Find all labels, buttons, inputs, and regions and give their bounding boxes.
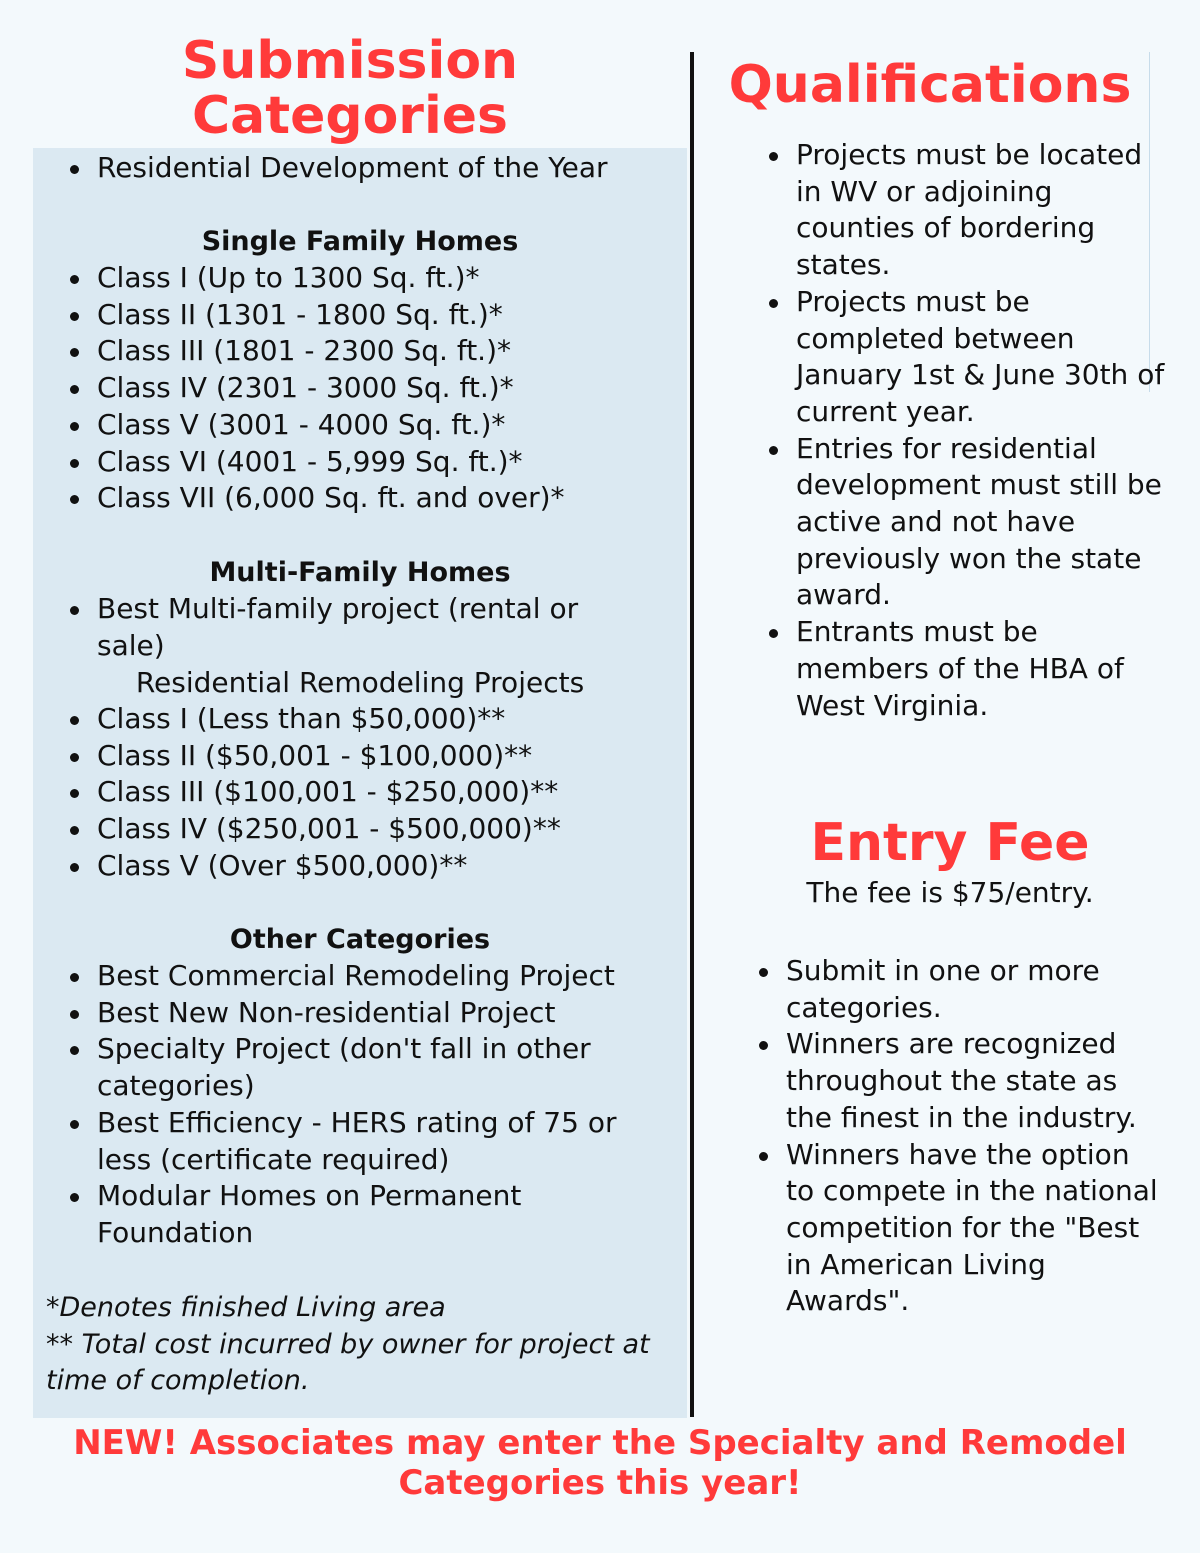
list-item: Class II ($50,001 - $100,000)** (97, 738, 677, 775)
list-item: Class V (3001 - 4000 Sq. ft.)* (97, 407, 677, 444)
entry-fee-list (786, 953, 1166, 1320)
multi-family-heading: Multi-Family Homes (209, 557, 511, 588)
list-item: Winners are recognized throughout the state as the finest in the industry. (786, 1026, 1166, 1136)
first-category-list (97, 150, 677, 187)
list-item: Entrants must be members of the HBA of West Virginia. (796, 614, 1166, 724)
single-family-list (97, 260, 677, 517)
entry-fee-title: Entry Fee (810, 813, 1090, 873)
list-item: Entries for residential development must still be active and not have previously won the state award. (796, 431, 1166, 615)
list-item: Class II (1301 - 1800 Sq. ft.)* (97, 297, 677, 334)
remodeling-heading: Residential Remodeling Projects (135, 666, 585, 699)
entry-fee-text: The fee is $75/entry. (806, 876, 1094, 909)
list-item: Best Efficiency - HERS rating of 75 or less (certificate required) (97, 1105, 667, 1178)
list-item: Best New Non-residential Project (97, 995, 667, 1032)
list-item: Projects must be located in WV or adjoining counties of bordering states. (796, 137, 1166, 284)
list-item: Modular Homes on Permanent Foundation (97, 1178, 667, 1251)
list-item: Class III ($100,001 - $250,000)** (97, 774, 677, 811)
other-categories-list (97, 958, 667, 1252)
list-item: Best Commercial Remodeling Project (97, 958, 667, 995)
new-associates-banner: NEW! Associates may enter the Specialty and Remodel Categories this year! (73, 1423, 1127, 1503)
list-item: Projects must be completed between January 1st & June 30th of current year. (796, 284, 1166, 431)
qualifications-list (796, 137, 1166, 724)
submission-categories-title: Submission Categories (181, 31, 519, 146)
list-item: Class IV (2301 - 3000 Sq. ft.)* (97, 370, 677, 407)
qualifications-title: Qualifications (728, 55, 1132, 115)
other-categories-heading: Other Categories (229, 924, 491, 955)
single-family-heading: Single Family Homes (201, 226, 519, 257)
list-item: Class IV ($250,001 - $500,000)** (97, 811, 677, 848)
footnote-total-cost: ** Total cost incurred by owner for project at time of completion. (46, 1328, 650, 1397)
list-item: Class I (Up to 1300 Sq. ft.)* (97, 260, 677, 297)
remodeling-list (97, 701, 677, 885)
column-divider (690, 52, 694, 1417)
list-item: Winners have the option to compete in the national competition for the "Best in American Living Awards". (786, 1137, 1166, 1321)
list-item: Submit in one or more categories. (786, 953, 1166, 1026)
footnote-living-area: *Denotes finished Living area (46, 1292, 446, 1323)
footnotes (46, 1290, 666, 1400)
list-item: Class V (Over $500,000)** (97, 848, 677, 885)
list-item: Residential Development of the Year (97, 150, 677, 187)
list-item: Best Multi-family project (rental or sale) (97, 591, 637, 664)
multi-family-list (97, 591, 637, 664)
list-item: Class VII (6,000 Sq. ft. and over)* (97, 480, 677, 517)
list-item: Class I (Less than $50,000)** (97, 701, 677, 738)
list-item: Class VI (4001 - 5,999 Sq. ft.)* (97, 444, 677, 481)
list-item: Class III (1801 - 2300 Sq. ft.)* (97, 333, 677, 370)
list-item: Specialty Project (don't fall in other categories) (97, 1031, 667, 1104)
